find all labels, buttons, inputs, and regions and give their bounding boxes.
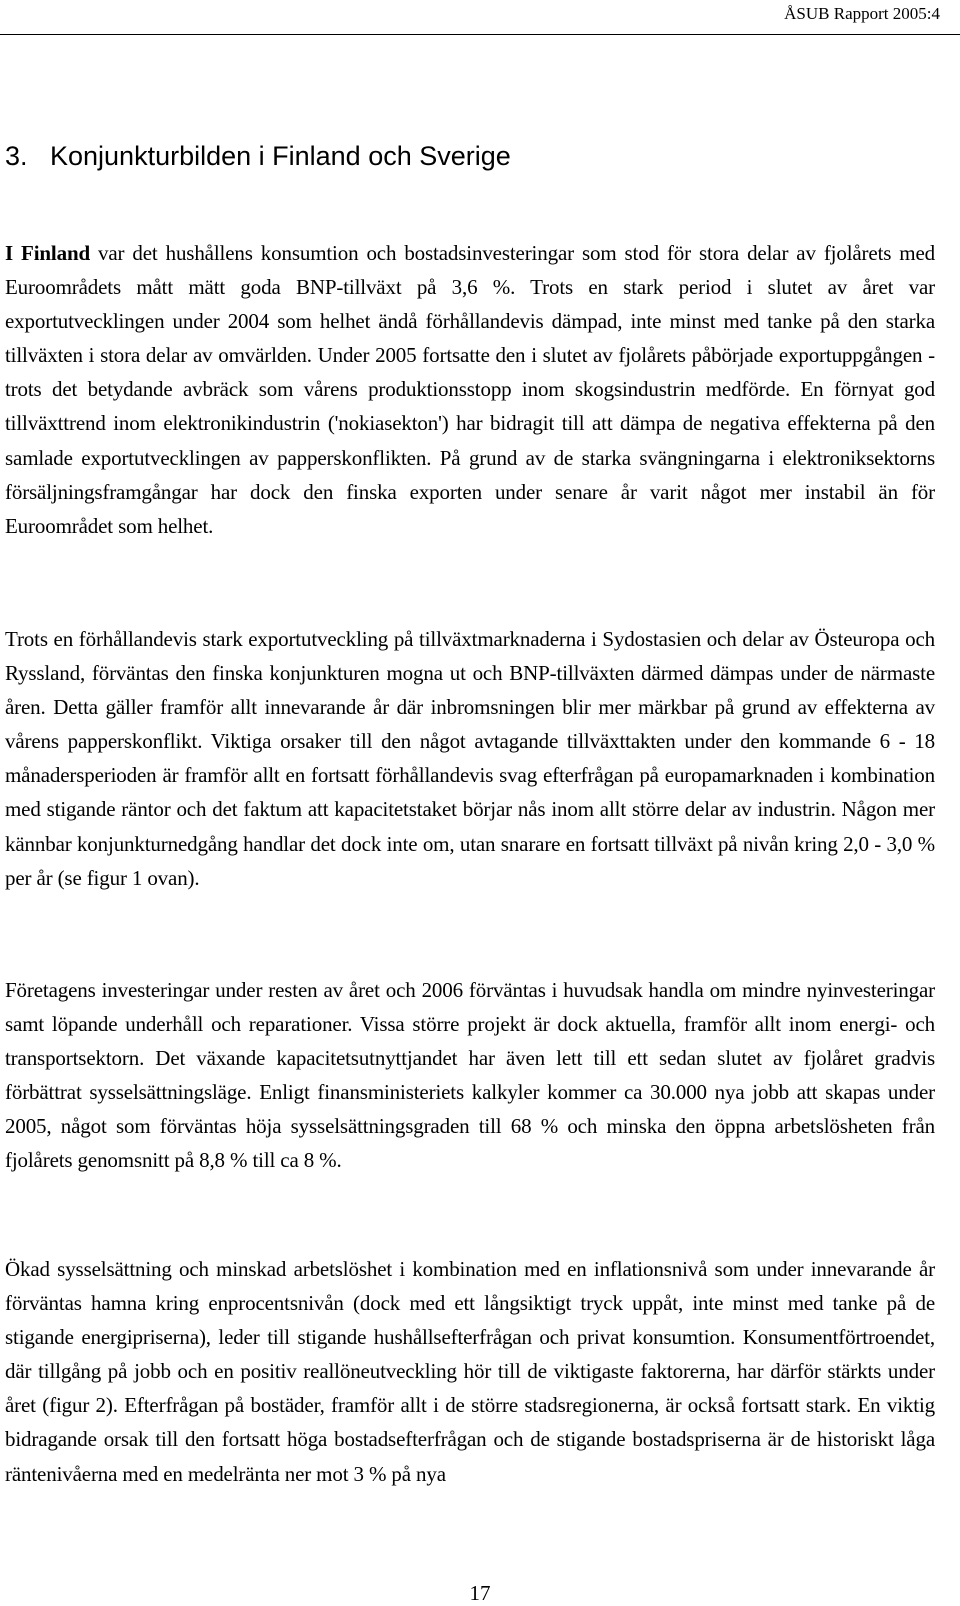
- paragraph-employment: Ökad sysselsättning och minskad arbetslöshet i kombination med en inflationsnivå som under innevarande år förväntas hamna kring enprocentsnivån (dock med ett långsiktigt tryck uppåt, inte minst med tanke på de stigande energipriserna), leder till stigande hushållsefterfrågan och privat konsumtion. Konsumentförtroendet, där tillgång på jobb och en positiv reallöneutveckling hör till de viktigaste faktorerna, har därför stärkts under året (figur 2). Efterfrågan på bostäder, framför allt i de större stadsregionerna, är också fortsatt stark. En viktig bidragande orsak till den fortsatt höga bostadsefterfrågan och de stigande bostadspriserna är de historiskt låga räntenivåerna med en medelränta ner mot 3 % på nya: [5, 1257, 935, 1486]
- section-heading: [5, 141, 945, 172]
- report-label: ÅSUB Rapport 2005:4: [784, 4, 940, 23]
- section-title: Konjunkturbilden i Finland och Sverige: [50, 141, 511, 171]
- paragraph-finland-overview: [5, 236, 935, 543]
- page-number: 17: [469, 1581, 491, 1605]
- paragraph-investments: Företagens investeringar under resten av året och 2006 förväntas i huvudsak handla om mindre nyinvesteringar samt löpande underhåll och reparationer. Vissa större projekt är dock aktuella, framför allt inom energi- och transportsektorn. Det växande kapacitetsutnyttjandet har även lett till ett sedan slutet av fjolåret gradvis förbättrat sysselsättningsläge. Enligt finansministeriets kalkyler kommer ca 30.000 nya jobb att skapas under 2005, något som förväntas höja sysselsättningsgraden till 68 % och minska den öppna arbetslösheten från fjolårets genomsnitt på 8,8 % till ca 8 %.: [5, 978, 935, 1173]
- paragraph-body: var det hushållens konsumtion och bostadsinvesteringar som stod för stora delar av fjolårets med Euroområdets mått mätt goda BNP-tillväxt på 3,6 %. Trots en stark period i slutet av året var exportutvecklingen under 2004 som helhet ändå förhållandevis dämpad, inte minst med tanke på den starka tillväxten i stora delar av omvärlden. Under 2005 fortsatte den i slutet av fjolårets påbörjade exportuppgången - trots det betydande avbräck som vårens produktionsstopp inom skogsindustrin medförde. En förnyat god tillväxttrend inom elektronikindustrin ('nokiasekton') har bidragit till att dämpa de negativa effekterna på den samlade exportutvecklingen av papperskonflikten. På grund av de starka svängningarna i elektroniksektorns försäljningsframgångar har dock den finska exporten under senare år varit något mer instabil än för Euroområdet som helhet.: [5, 241, 935, 538]
- page-header: [0, 0, 960, 35]
- section-number: 3.: [5, 141, 28, 171]
- paragraph-growth-outlook: Trots en förhållandevis stark exportutveckling på tillväxtmarknaderna i Sydostasien och delar av Östeuropa och Ryssland, förväntas den finska konjunkturen mogna ut och BNP-tillväxten därmed dämpas under de närmaste åren. Detta gäller framför allt innevarande år där inbromsningen blir mer märkbar på grund av effekterna av vårens papperskonflikt. Viktiga orsaker till den något avtagande tillväxttakten under den kommande 6 - 18 månadersperioden är framför allt en fortsatt förhållandevis svag efterfrågan på europamarknaden i kombination med stigande räntor och det faktum att kapacitetstaket börjar nås inom allt större delar av industrin. Någon mer kännbar konjunkturnedgång handlar det dock inte om, utan snarare en fortsatt tillväxt på nivån kring 2,0 - 3,0 % per år (se figur 1 ovan).: [5, 627, 935, 890]
- paragraph-lead-bold: I Finland: [5, 241, 91, 265]
